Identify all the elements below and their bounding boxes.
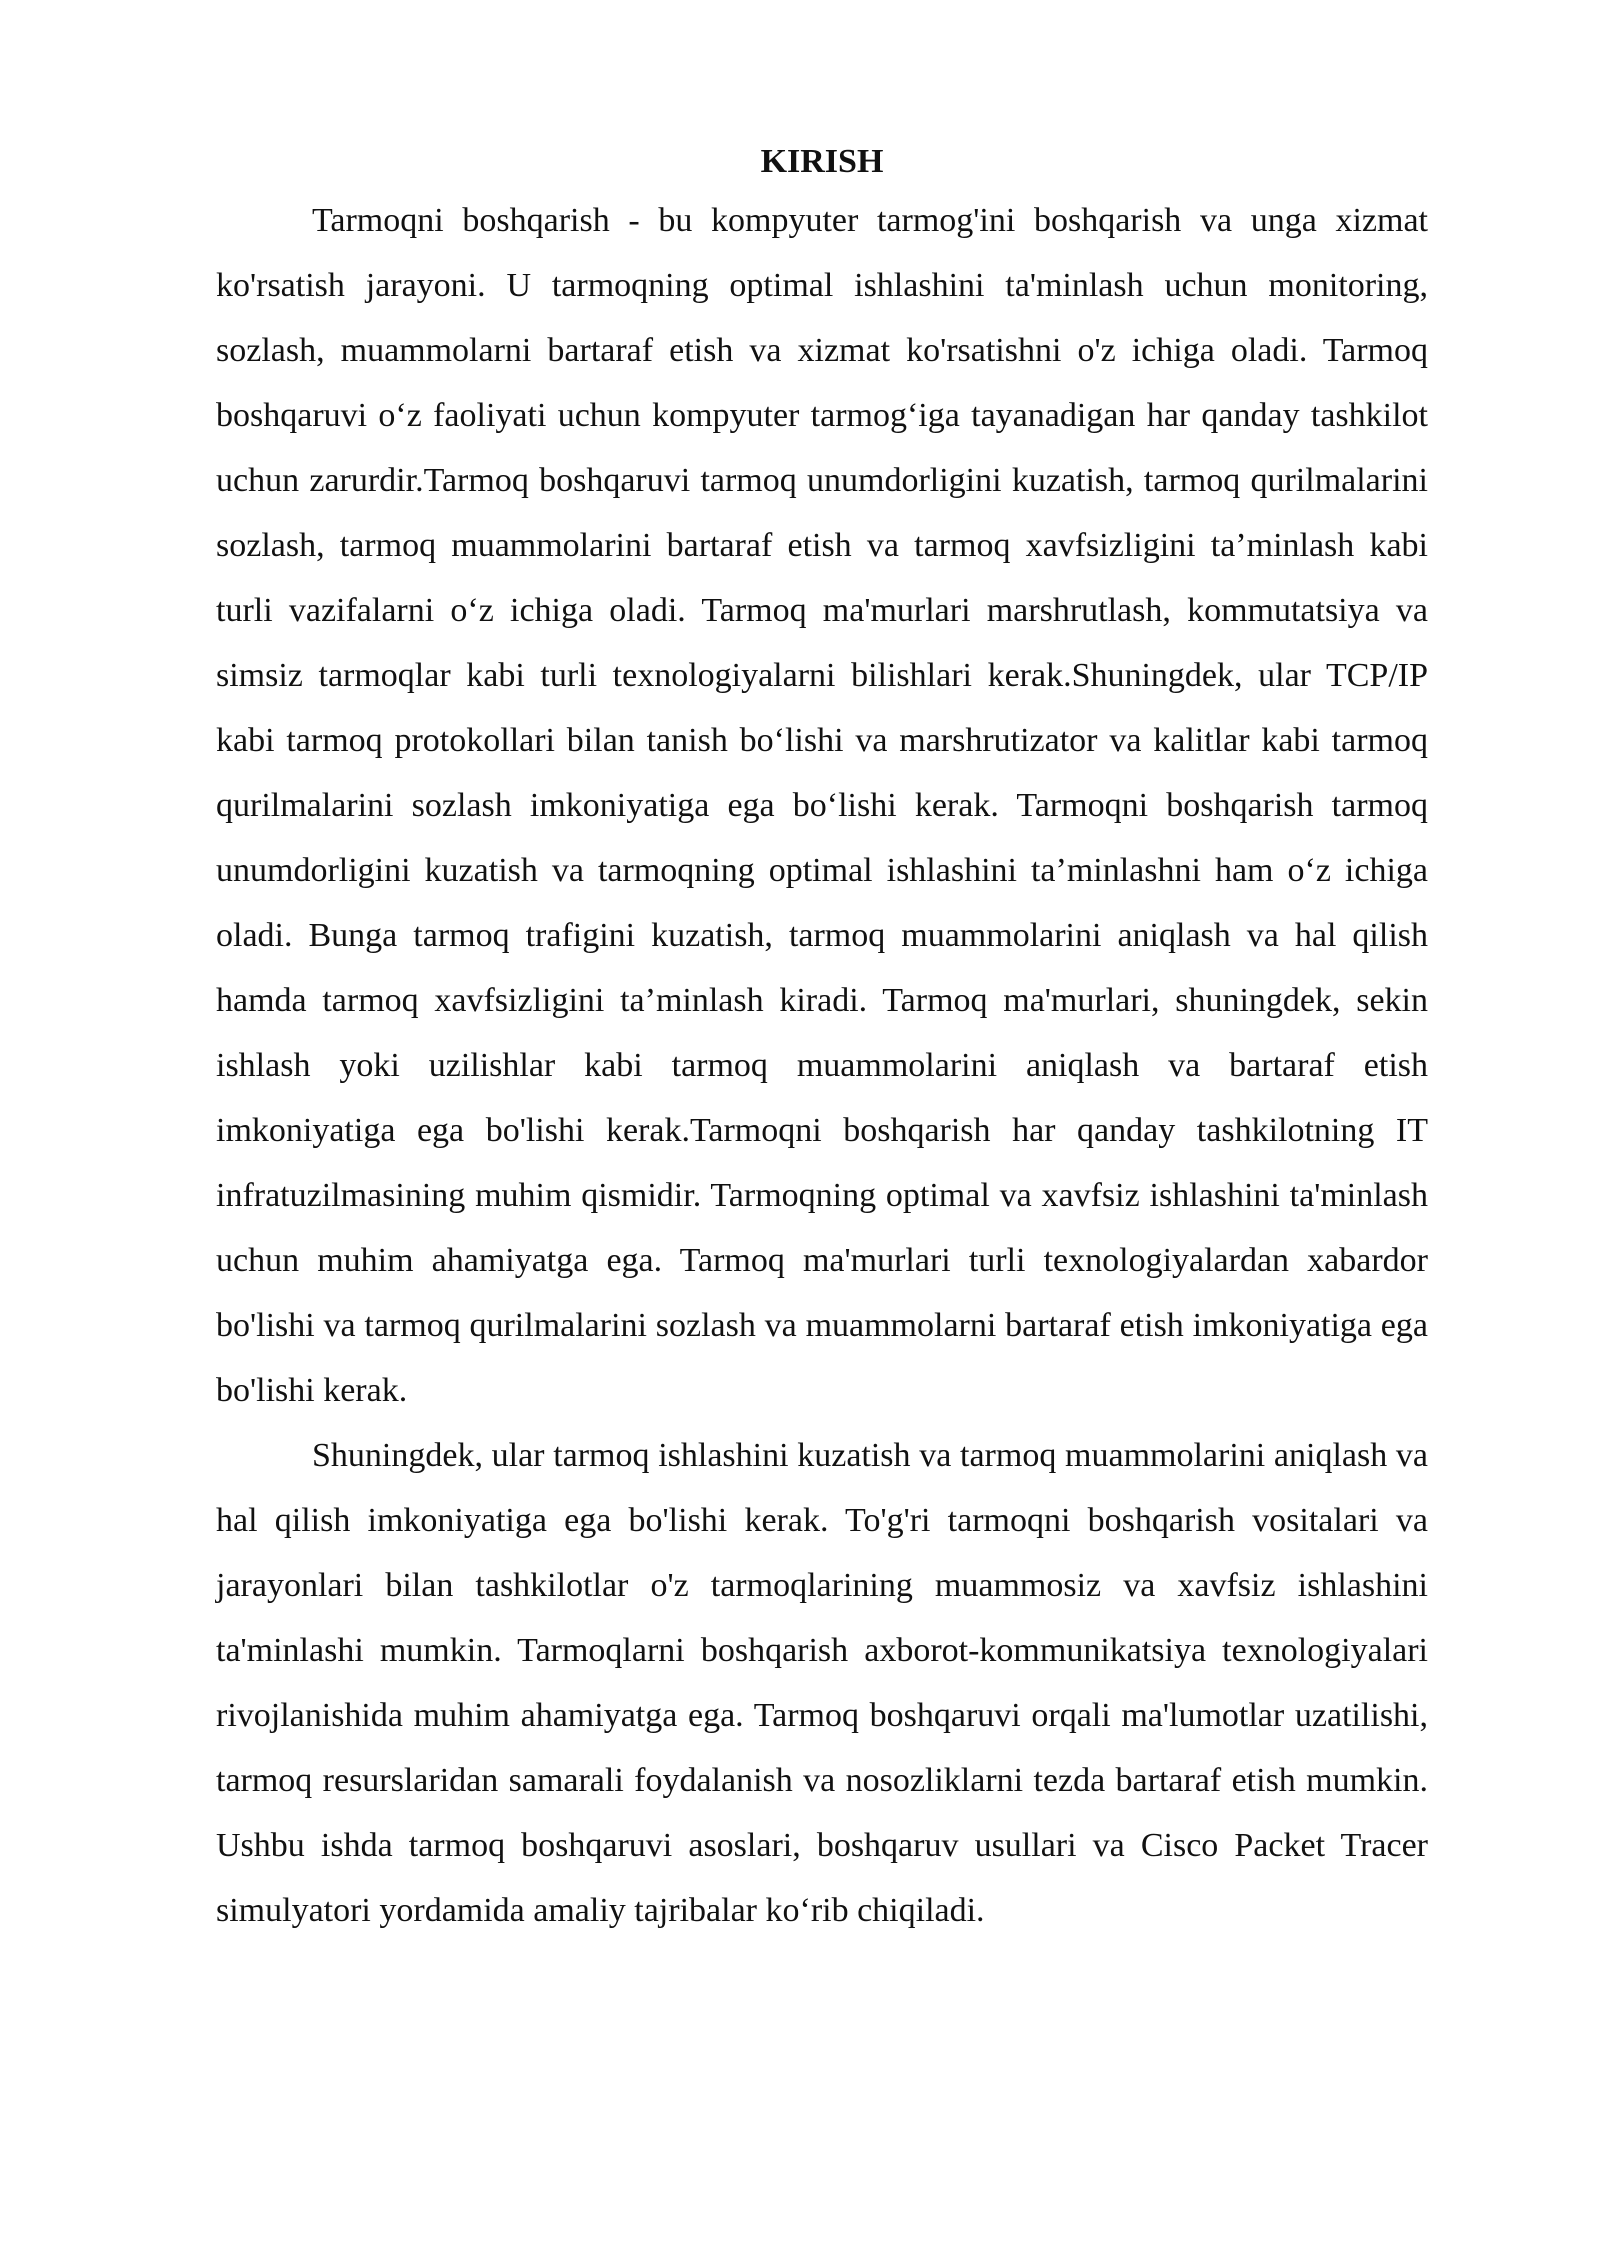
paragraph-1: Tarmoqni boshqarish - bu kompyuter tarmog'ini boshqarish va unga xizmat ko'rsatish jarayoni. U tarmoqning optimal ishlashini ta'minlash uchun monitoring, sozlash, muammolarni bartaraf etish va xizmat ko'rsatishni o'z ichiga oladi. Tarmoq boshqaruvi o‘z faoliyati uchun kompyuter tarmog‘iga tayanadigan har qanday tashkilot uchun zarurdir.Tarmoq boshqaruvi tarmoq unumdorligini kuzatish, tarmoq qurilmalarini sozlash, tarmoq muammolarini bartaraf etish va tarmoq xavfsizligini ta’minlash kabi turli vazifalarni o‘z ichiga oladi. Tarmoq ma'murlari marshrutlash, kommutatsiya va simsiz tarmoqlar kabi turli texnologiyalarni bilishlari kerak.Shuningdek, ular TCP/IP kabi tarmoq protokollari bilan tanish bo‘lishi va marshrutizator va kalitlar kabi tarmoq qurilmalarini sozlash imkoniyatiga ega bo‘lishi kerak. Tarmoqni boshqarish tarmoq unumdorligini kuzatish va tarmoqning optimal ishlashini ta’minlashni ham o‘z ichiga oladi. Bunga tarmoq trafigini kuzatish, tarmoq muammolarini aniqlash va hal qilish hamda tarmoq xavfsizligini ta’minlash kiradi. Tarmoq ma'murlari, shuningdek, sekin ishlash yoki uzilishlar kabi tarmoq muammolarini aniqlash va bartaraf etish imkoniyatiga ega bo'lishi kerak.Tarmoqni boshqarish har qanday tashkilotning IT infratuzilmasining muhim qismidir. Tarmoqning optimal va xavfsiz ishlashini ta'minlash uchun muhim ahamiyatga ega. Tarmoq ma'murlari turli texnologiyalardan xabardor bo'lishi va tarmoq qurilmalarini sozlash va muammolarni bartaraf etish imkoniyatiga ega bo'lishi kerak. (216, 202, 1428, 1409)
paragraph-2: Shuningdek, ular tarmoq ishlashini kuzatish va tarmoq muammolarini aniqlash va hal qilish imkoniyatiga ega bo'lishi kerak. To'g'ri tarmoqni boshqarish vositalari va jarayonlari bilan tashkilotlar o'z tarmoqlarining muammosiz va xavfsiz ishlashini ta'minlashi mumkin. Tarmoqlarni boshqarish axborot-kommunikatsiya texnologiyalari rivojlanishida muhim ahamiyatga ega. Tarmoq boshqaruvi orqali ma'lumotlar uzatilishi, tarmoq resurslaridan samarali foydalanish va nosozliklarni tezda bartaraf etish mumkin. Ushbu ishda tarmoq boshqaruvi asoslari, boshqaruv usullari va Cisco Packet Tracer simulyatori yordamida amaliy tajribalar ko‘rib chiqiladi. (216, 1437, 1428, 1929)
section-title: KIRISH (760, 143, 884, 180)
document-page (216, 136, 1428, 1943)
